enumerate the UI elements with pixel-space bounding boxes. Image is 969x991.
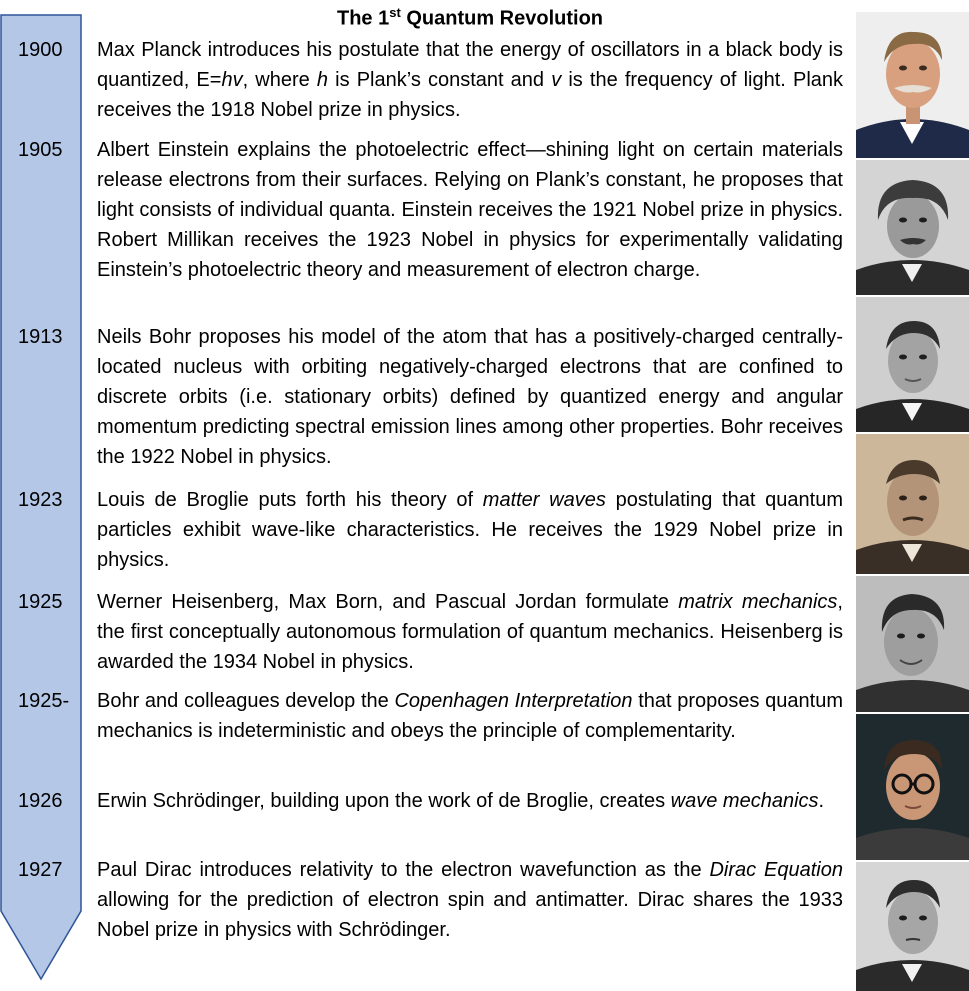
- heisenberg-portrait: [856, 576, 969, 712]
- entry-description: Erwin Schrödinger, building upon the work of de Broglie, creates wave mechanics.: [97, 790, 825, 812]
- entry-description: Max Planck introduces his postulate that the energy of oscillators in a black body is quantized, E=hv, where h is Plank’s constant and v is the frequency of light. Plank receives the 1918 Nobel prize in physics.: [97, 39, 844, 121]
- einstein-portrait: [856, 160, 969, 295]
- entry-year: 1905: [18, 139, 63, 161]
- entry-year: 1927: [18, 859, 63, 881]
- planck-portrait: [856, 12, 969, 158]
- bohr-portrait: [856, 297, 969, 432]
- entry-year: 1923: [18, 489, 63, 511]
- entry-year: 1913: [18, 326, 63, 348]
- entry-description: Neils Bohr proposes his model of the atom that has a positively-charged centrally-located nucleus with orbiting negatively-charged electrons that are confined to discrete orbits (i.e. stationary orbits) defined by quantized energy and angular momentum predicting spectral emission lines among other properties. Bohr receives the 1922 Nobel in physics.: [97, 326, 843, 468]
- schrodinger-portrait: [856, 714, 969, 860]
- entry-description: Louis de Broglie puts forth his theory of matter waves postulating that quantum particles exhibit wave-like characteristics. He receives the 1929 Nobel prize in physics.: [97, 489, 843, 571]
- entry-year: 1925: [18, 591, 63, 613]
- entry-year: 1926: [18, 790, 63, 812]
- page-title: The 1st Quantum Revolution: [336, 5, 604, 30]
- entry-description: Paul Dirac introduces relativity to the electron wavefunction as the Dirac Equation allowing for the prediction of electron spin and antimatter. Dirac shares the 1933 Nobel prize in physics with Schrödinger.: [97, 859, 843, 941]
- entry-year: 1900: [18, 39, 63, 61]
- entry-year: 1925-: [18, 690, 70, 712]
- entry-description: Albert Einstein explains the photoelectric effect—shining light on certain materials release electrons from their surfaces. Relying on Plank’s constant, he proposes that light consists of individual quanta. Einstein receives the 1921 Nobel prize in physics. Robert Millikan receives the 1923 Nobel in physics for experimentally validating Einstein’s photoelectric theory and measurement of electron charge.: [97, 139, 843, 281]
- entry-description: Werner Heisenberg, Max Born, and Pascual Jordan formulate matrix mechanics, the first conceptually autonomous formulation of quantum mechanics. Heisenberg is awarded the 1934 Nobel in physics.: [97, 591, 843, 673]
- dirac-portrait: [856, 862, 969, 991]
- de-broglie-portrait: [856, 434, 969, 574]
- entry-description: Bohr and colleagues develop the Copenhagen Interpretation that proposes quantum mechanics is indeterministic and obeys the principle of complementarity.: [97, 690, 844, 742]
